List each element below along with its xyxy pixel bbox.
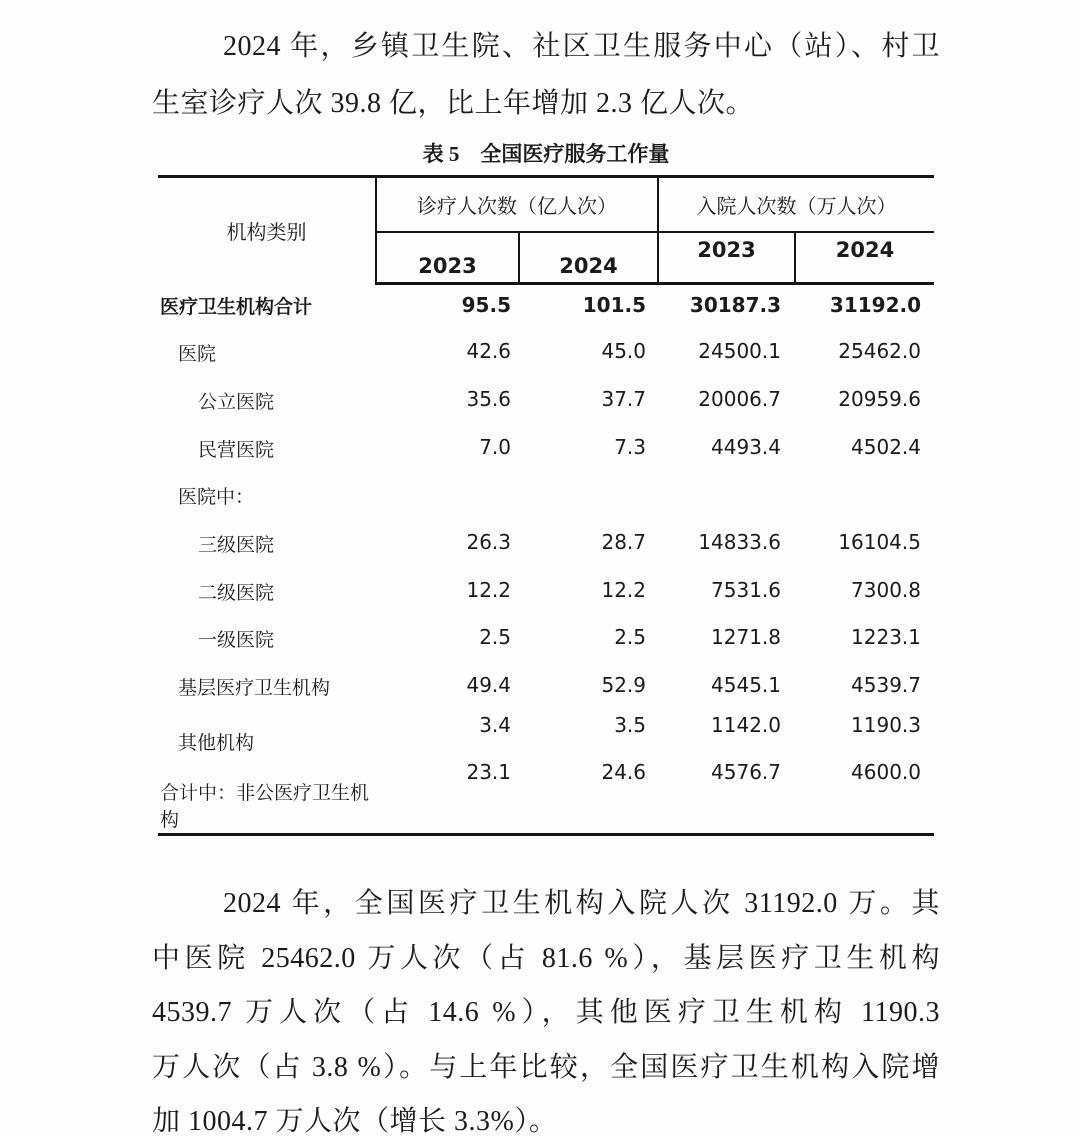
cell-value: 24500.1 (698, 339, 781, 364)
cell-value: 101.5 (582, 293, 646, 317)
table-row (158, 522, 934, 570)
paragraph-bottom (152, 877, 940, 1137)
header-org-category: 机构类别 (158, 177, 376, 284)
cell-value: 31192.0 (829, 293, 921, 317)
cell-value: 23.1 (466, 760, 511, 785)
table-header-group-row (158, 177, 934, 232)
table-row (158, 713, 934, 761)
paragraph-line: 生室诊疗人次 39.8 亿，比上年增加 2.3 亿人次。 (152, 88, 755, 119)
cell-value (376, 474, 519, 522)
table-row (158, 427, 934, 475)
row-label: 合计中：非公医疗卫生机构 (160, 783, 370, 832)
cell-value: 95.5 (461, 293, 511, 317)
row-label: 医疗卫生机构合计 (160, 296, 313, 318)
cell-value: 3.5 (614, 712, 646, 737)
cell-value: 3.4 (479, 712, 511, 737)
cell-value: 12.2 (466, 577, 511, 602)
cell-value: 4493.4 (711, 434, 781, 459)
row-label: 三级医院 (198, 534, 275, 556)
paragraph-top (152, 18, 940, 132)
cell-value: 42.6 (466, 339, 511, 364)
cell-value: 7.0 (479, 434, 511, 459)
row-label: 医院中： (178, 487, 255, 509)
cell-value: 30187.3 (689, 293, 781, 317)
cell-value: 1190.3 (851, 712, 921, 737)
subheader-inpatient-2023: 2023 (658, 232, 795, 284)
header-inpatient-admissions: 入院人次数（万人次） (658, 177, 934, 232)
cell-value: 45.0 (601, 339, 646, 364)
cell-value (658, 474, 795, 522)
table-row (158, 379, 934, 427)
subheader-outpatient-2024: 2024 (519, 232, 658, 284)
cell-value: 37.7 (601, 386, 646, 411)
cell-value: 12.2 (601, 577, 646, 602)
cell-value: 7531.6 (711, 577, 781, 602)
row-label: 医院 (178, 344, 217, 366)
cell-value (795, 474, 934, 522)
cell-value: 4502.4 (851, 434, 921, 459)
cell-value: 35.6 (466, 386, 511, 411)
table-row (158, 665, 934, 713)
cell-value: 16104.5 (838, 529, 921, 554)
cell-value: 7300.8 (851, 577, 921, 602)
cell-value: 52.9 (601, 673, 646, 697)
cell-value: 25462.0 (838, 339, 921, 364)
paragraph-line: 4539.7 万人次（占 14.6 %），其他医疗卫生机构 1190.3 (152, 997, 940, 1028)
cell-value (519, 474, 658, 522)
row-label: 二级医院 (198, 582, 275, 604)
table-row (158, 617, 934, 665)
cell-value: 4545.1 (711, 673, 781, 697)
row-label: 民营医院 (198, 439, 275, 461)
cell-value: 4576.7 (711, 760, 781, 785)
table-row (158, 760, 934, 835)
cell-value: 20006.7 (698, 386, 781, 411)
row-label: 其他机构 (178, 732, 255, 754)
cell-value: 7.3 (614, 434, 646, 459)
paragraph-line: 2024 年，全国医疗卫生机构入院人次 31192.0 万。其 (223, 888, 940, 919)
paragraph-line: 加 1004.7 万人次（增长 3.3%）。 (152, 1106, 558, 1137)
table-row (158, 284, 934, 332)
cell-value: 4600.0 (851, 760, 921, 785)
cell-value: 28.7 (601, 529, 646, 554)
subheader-inpatient-2024: 2024 (795, 232, 934, 284)
table-row (158, 570, 934, 618)
cell-value: 2.5 (614, 625, 646, 650)
cell-value: 1142.0 (711, 712, 781, 737)
cell-value: 49.4 (466, 673, 511, 697)
row-label: 一级医院 (198, 630, 275, 652)
table-row (158, 331, 934, 379)
paragraph-line: 中医院 25462.0 万人次（占 81.6 %），基层医疗卫生机构 (152, 942, 940, 974)
row-label: 基层医疗卫生机构 (178, 678, 331, 699)
cell-value: 14833.6 (698, 529, 781, 554)
table-row (158, 474, 934, 522)
cell-value: 2.5 (479, 625, 511, 650)
table-title: 表 5 全国医疗服务工作量 (422, 142, 670, 166)
medical-service-table (158, 175, 934, 836)
subheader-outpatient-2023: 2023 (376, 232, 519, 284)
cell-value: 1271.8 (711, 625, 781, 650)
cell-value: 4539.7 (851, 673, 921, 697)
cell-value: 26.3 (466, 529, 511, 554)
row-label: 公立医院 (198, 391, 275, 413)
cell-value: 20959.6 (838, 386, 921, 411)
cell-value: 1223.1 (851, 625, 921, 650)
paragraph-line: 万人次（占 3.8 %）。与上年比较，全国医疗卫生机构入院增 (152, 1051, 940, 1083)
header-outpatient-visits: 诊疗人次数（亿人次） (376, 177, 658, 232)
paragraph-line: 2024 年，乡镇卫生院、社区卫生服务中心（站）、村卫 (223, 31, 940, 62)
cell-value: 24.6 (601, 760, 646, 785)
